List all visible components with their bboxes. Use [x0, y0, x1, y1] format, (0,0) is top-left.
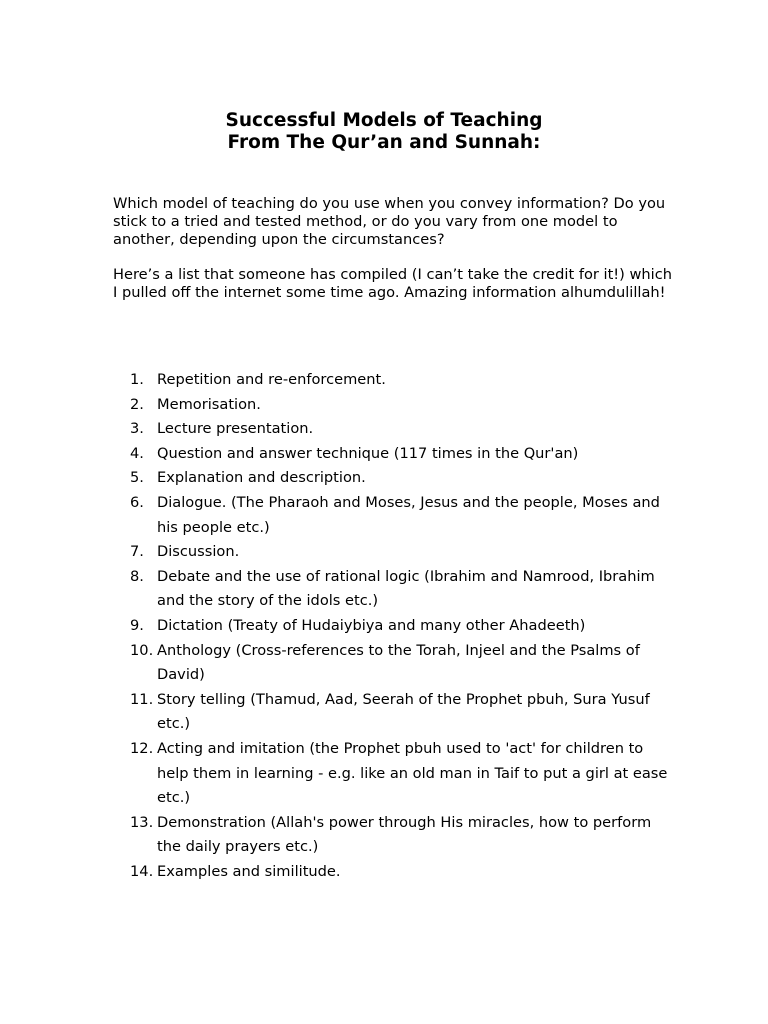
list-item-text: Debate and the use of rational logic (Ibrahim and Namrood, Ibrahim and the story of the idols etc.): [157, 567, 655, 610]
source-paragraph: Here’s a list that someone has compiled (I can’t take the credit for it!) which I pulled off the internet some time ago. Amazing information alhumdulillah!: [113, 266, 672, 301]
list-item-text: Discussion.: [157, 543, 240, 561]
list-item-number: 7.: [130, 543, 144, 561]
list-item-number: 11.: [130, 690, 154, 708]
list-item-text: Anthology (Cross-references to the Torah, Injeel and the Psalms of David): [157, 641, 640, 684]
list-item-text: Repetition and re-enforcement.: [157, 371, 386, 388]
list-item: [130, 466, 670, 491]
list-item: [130, 491, 670, 540]
list-item-number: 14.: [130, 862, 154, 880]
title-line-2: From The Qur’an and Sunnah:: [227, 132, 541, 153]
list-item-number: 1.: [130, 371, 144, 388]
list-item-number: 5.: [130, 469, 144, 487]
list-item-number: 3.: [130, 420, 144, 438]
list-item-number: 10.: [130, 641, 154, 659]
intro-paragraph: Which model of teaching do you use when you convey information? Do you stick to a tried and tested method, or do you vary from one model to another, depending upon the circumstances?: [113, 195, 666, 248]
list-item-text: Lecture presentation.: [157, 420, 314, 438]
list-item: [130, 368, 670, 393]
list-item-text: Explanation and description.: [157, 469, 366, 487]
list-item-text: Story telling (Thamud, Aad, Seerah of the Prophet pbuh, Sura Yusuf etc.): [157, 690, 650, 733]
list-item: [130, 688, 670, 737]
list-item-text: Demonstration (Allah's power through His miracles, how to perform the daily prayers etc.): [157, 813, 652, 856]
list-item-text: Question and answer technique (117 times in the Qur'an): [157, 444, 579, 462]
title-line-1: Successful Models of Teaching: [225, 110, 543, 131]
list-item-number: 6.: [130, 493, 144, 511]
list-item: [130, 565, 670, 614]
list-item-text: Acting and imitation (the Prophet pbuh used to 'act' for children to help them in learning - e.g. like an old man in Taif to put a girl at ease etc.): [157, 739, 668, 807]
list-item-number: 13.: [130, 813, 154, 831]
list-item-text: Examples and similitude.: [157, 862, 341, 880]
list-item-text: Dialogue. (The Pharaoh and Moses, Jesus and the people, Moses and his people etc.): [157, 493, 660, 536]
list-item: [130, 540, 670, 565]
list-item-number: 4.: [130, 444, 144, 462]
list-item-number: 8.: [130, 567, 144, 585]
list-item-number: 9.: [130, 616, 144, 634]
list-item: [130, 614, 670, 639]
list-item: [130, 442, 670, 467]
list-item-number: 12.: [130, 739, 154, 757]
list-item: [130, 860, 670, 885]
list-item-number: 2.: [130, 395, 144, 413]
list-item-text: Memorisation.: [157, 395, 261, 413]
list-item: [130, 417, 670, 442]
list-item: [130, 737, 670, 811]
list-item: [130, 811, 670, 860]
list-item-text: Dictation (Treaty of Hudaiybiya and many other Ahadeeth): [157, 616, 586, 634]
list-item: [130, 393, 670, 418]
list-item: [130, 639, 670, 688]
teaching-models-list: [130, 368, 670, 884]
